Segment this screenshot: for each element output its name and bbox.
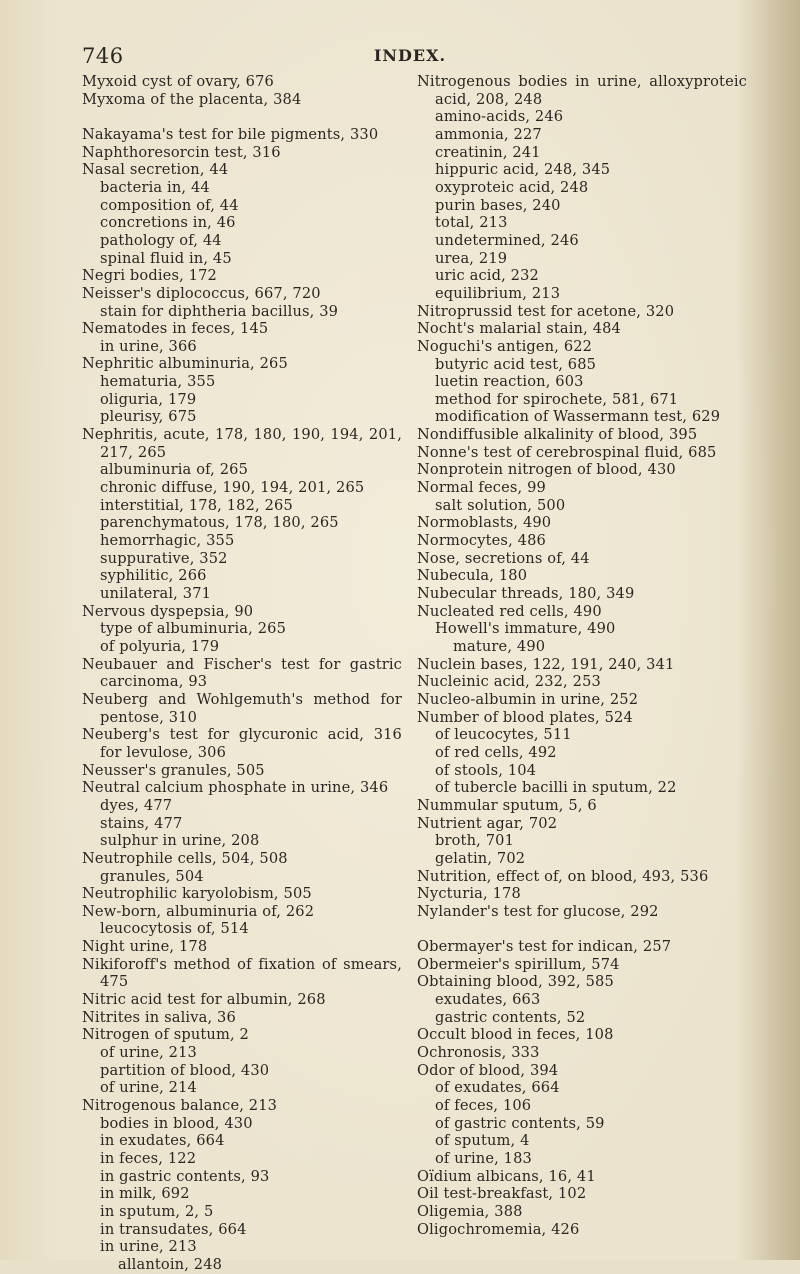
index-subentry: of red cells, 492 bbox=[435, 743, 557, 761]
index-entry: Normal feces, 99 bbox=[417, 479, 546, 497]
index-subentry: pathology of, 44 bbox=[100, 231, 222, 249]
index-subentry: hematuria, 355 bbox=[100, 373, 216, 391]
running-title: INDEX. bbox=[373, 46, 447, 65]
index-subentry: partition of blood, 430 bbox=[100, 1061, 270, 1079]
index-subentry: of gastric contents, 59 bbox=[435, 1114, 605, 1132]
index-subentry: amino-acids, 246 bbox=[435, 108, 564, 126]
index-entry: Night urine, 178 bbox=[82, 938, 208, 956]
index-subentry: in transudates, 664 bbox=[100, 1220, 247, 1238]
index-subentry: stains, 477 bbox=[100, 814, 183, 832]
index-entry: Odor of blood, 394 bbox=[417, 1061, 559, 1079]
index-subentry: gelatin, 702 bbox=[435, 849, 526, 867]
index-entry: Nocht's malarial stain, 484 bbox=[417, 320, 621, 338]
index-entry: Nephritic albuminuria, 265 bbox=[82, 355, 288, 373]
index-subentry: concretions in, 46 bbox=[100, 214, 236, 232]
index-entry: Nitrogenous balance, 213 bbox=[82, 1097, 278, 1115]
index-entry: Nutrient agar, 702 bbox=[417, 814, 558, 832]
index-entry: Neutral calcium phosphate in urine, 346 bbox=[82, 779, 389, 797]
index-column-right bbox=[417, 73, 747, 1238]
index-entry: Nucleinic acid, 232, 253 bbox=[417, 673, 601, 691]
index-subentry: of tubercle bacilli in sputum, 22 bbox=[435, 779, 677, 797]
index-entry: Oïdium albicans, 16, 41 bbox=[417, 1167, 596, 1185]
index-subentry: undetermined, 246 bbox=[435, 231, 579, 249]
index-entry: Naphthoresorcin test, 316 bbox=[82, 143, 281, 161]
index-entry: Obermeier's spirillum, 574 bbox=[417, 955, 620, 973]
index-entry: Nonprotein nitrogen of blood, 430 bbox=[417, 461, 676, 479]
index-subentry: unilateral, 371 bbox=[100, 585, 212, 603]
index-entry: Neuberg's test for glycuronic acid, 316 for levulose, 306 bbox=[82, 726, 402, 761]
index-entry: Neutrophile cells, 504, 508 bbox=[82, 849, 288, 867]
index-subentry: in exudates, 664 bbox=[100, 1132, 225, 1150]
index-subentry: dyes, 477 bbox=[100, 796, 173, 814]
index-subentry: in urine, 213 bbox=[100, 1238, 197, 1256]
index-subentry: of urine, 214 bbox=[100, 1079, 197, 1097]
index-subentry: pleurisy, 675 bbox=[100, 408, 197, 426]
index-entry: Nucleo-albumin in urine, 252 bbox=[417, 690, 639, 708]
index-subentry: equilibrium, 213 bbox=[435, 284, 561, 302]
index-entry: Number of blood plates, 524 bbox=[417, 708, 633, 726]
index-entry: Normoblasts, 490 bbox=[417, 514, 552, 532]
index-subentry: of stools, 104 bbox=[435, 761, 537, 779]
index-subentry: creatinin, 241 bbox=[435, 143, 541, 161]
index-subentry: of polyuria, 179 bbox=[100, 637, 220, 655]
index-subentry: in sputum, 2, 5 bbox=[100, 1202, 214, 1220]
index-subentry: salt solution, 500 bbox=[435, 496, 566, 514]
index-entry: Nylander's test for glucose, 292 bbox=[417, 902, 659, 920]
index-subentry: bodies in blood, 430 bbox=[100, 1114, 253, 1132]
index-entry: Oligochromemia, 426 bbox=[417, 1220, 580, 1238]
index-entry: Nubecular threads, 180, 349 bbox=[417, 585, 635, 603]
page-number: 746 bbox=[82, 44, 124, 68]
index-entry: Ochronosis, 333 bbox=[417, 1044, 540, 1062]
index-subentry: butyric acid test, 685 bbox=[435, 355, 597, 373]
index-subentry: chronic diffuse, 190, 194, 201, 265 bbox=[100, 479, 365, 497]
index-entry: Occult blood in feces, 108 bbox=[417, 1026, 614, 1044]
index-subentry: interstitial, 178, 182, 265 bbox=[100, 496, 293, 514]
index-entry: Nikiforoff's method of fixation of smears, 475 bbox=[82, 955, 402, 991]
index-subentry: method for spirochete, 581, 671 bbox=[435, 390, 679, 408]
index-subentry: uric acid, 232 bbox=[435, 267, 539, 285]
index-subentry: broth, 701 bbox=[435, 832, 515, 850]
index-subentry: albuminuria of, 265 bbox=[100, 461, 249, 479]
index-subentry: type of albuminuria, 265 bbox=[100, 620, 287, 638]
index-subentry: suppurative, 352 bbox=[100, 549, 228, 567]
index-subentry: in urine, 366 bbox=[100, 337, 197, 355]
index-subentry: purin bases, 240 bbox=[435, 196, 561, 214]
index-entry: Myxoid cyst of ovary, 676 bbox=[82, 73, 274, 90]
index-entry: Negri bodies, 172 bbox=[82, 267, 217, 285]
index-subentry: spinal fluid in, 45 bbox=[100, 249, 232, 267]
index-entry: Neutrophilic karyolobism, 505 bbox=[82, 885, 312, 903]
index-entry: Nervous dyspepsia, 90 bbox=[82, 602, 254, 620]
index-entry: Myxoma of the placenta, 384 bbox=[82, 90, 302, 108]
index-entry: Nuclein bases, 122, 191, 240, 341 bbox=[417, 655, 675, 673]
index-subentry: oxyproteic acid, 248 bbox=[435, 178, 589, 196]
index-entry: Oligemia, 388 bbox=[417, 1202, 523, 1220]
index-column-left bbox=[82, 73, 402, 1274]
index-subentry: total, 213 bbox=[435, 214, 508, 232]
index-entry: Nitrogenous bodies in urine, alloxyproteic acid, 208, 248 bbox=[417, 73, 747, 108]
index-entry: Nucleated red cells, 490 bbox=[417, 602, 602, 620]
index-subentry: hemorrhagic, 355 bbox=[100, 532, 235, 550]
index-entry: Nonne's test of cerebrospinal fluid, 685 bbox=[417, 443, 717, 461]
index-subentry: of urine, 213 bbox=[100, 1044, 197, 1062]
index-entry: Nitrites in saliva, 36 bbox=[82, 1008, 236, 1026]
index-entry: Nitric acid test for albumin, 268 bbox=[82, 991, 326, 1009]
index-subentry: composition of, 44 bbox=[100, 196, 239, 214]
index-subentry: oliguria, 179 bbox=[100, 390, 197, 408]
index-entry: Nitroprussid test for acetone, 320 bbox=[417, 302, 675, 320]
index-subentry: in feces, 122 bbox=[100, 1150, 197, 1168]
index-subentry: syphilitic, 266 bbox=[100, 567, 207, 585]
index-subentry: urea, 219 bbox=[435, 249, 508, 267]
page-header bbox=[80, 44, 740, 72]
index-entry: Normocytes, 486 bbox=[417, 532, 546, 550]
index-entry: Nubecula, 180 bbox=[417, 567, 528, 585]
index-entry: Neuberg and Wohlgemuth's method for pentose, 310 bbox=[82, 690, 402, 726]
index-subentry: sulphur in urine, 208 bbox=[100, 832, 260, 850]
index-subentry: of exudates, 664 bbox=[435, 1079, 560, 1097]
index-entry: Neisser's diplococcus, 667, 720 bbox=[82, 284, 321, 302]
index-subentry: modification of Wassermann test, 629 bbox=[435, 408, 721, 426]
index-subentry: mature, 490 bbox=[453, 638, 546, 655]
index-entry: Nakayama's test for bile pigments, 330 bbox=[82, 125, 379, 143]
index-subentry: ammonia, 227 bbox=[435, 125, 542, 143]
index-entry: New-born, albuminuria of, 262 bbox=[82, 902, 315, 920]
index-subentry: hippuric acid, 248, 345 bbox=[435, 161, 611, 179]
index-subentry: in milk, 692 bbox=[100, 1185, 190, 1203]
index-entry: Noguchi's antigen, 622 bbox=[417, 337, 593, 355]
index-subentry: allantoin, 248 bbox=[118, 1255, 223, 1273]
index-subentry: of urine, 183 bbox=[435, 1150, 532, 1168]
index-subentry: Howell's immature, 490 bbox=[435, 620, 616, 638]
index-subentry: gastric contents, 52 bbox=[435, 1008, 586, 1026]
index-subentry: bacteria in, 44 bbox=[100, 178, 210, 196]
index-entry: Oil test-breakfast, 102 bbox=[417, 1185, 587, 1203]
index-entry: Neubauer and Fischer's test for gastric carcinoma, 93 bbox=[82, 655, 402, 691]
index-subentry: of feces, 106 bbox=[435, 1097, 532, 1115]
index-subentry: exudates, 663 bbox=[435, 991, 541, 1009]
index-subentry: granules, 504 bbox=[100, 867, 204, 885]
index-entry: Nitrogen of sputum, 2 bbox=[82, 1026, 249, 1044]
index-entry: Nasal secretion, 44 bbox=[82, 161, 229, 179]
index-entry: Nycturia, 178 bbox=[417, 885, 521, 903]
index-subentry: leucocytosis of, 514 bbox=[100, 920, 249, 938]
index-subentry: in gastric contents, 93 bbox=[100, 1167, 270, 1185]
index-entry: Nephritis, acute, 178, 180, 190, 194, 201, 217, 265 bbox=[82, 426, 402, 461]
index-subentry: stain for diphtheria bacillus, 39 bbox=[100, 302, 339, 320]
index-entry: Nematodes in feces, 145 bbox=[82, 320, 269, 338]
index-entry: Nummular sputum, 5, 6 bbox=[417, 796, 597, 814]
index-entry: Obtaining blood, 392, 585 bbox=[417, 973, 614, 991]
index-entry: Obermayer's test for indican, 257 bbox=[417, 938, 672, 956]
index-entry: Neusser's granules, 505 bbox=[82, 761, 265, 779]
index-entry: Nose, secretions of, 44 bbox=[417, 549, 590, 567]
index-entry: Nutrition, effect of, on blood, 493, 536 bbox=[417, 867, 709, 885]
index-subentry: of sputum, 4 bbox=[435, 1132, 530, 1150]
index-subentry: luetin reaction, 603 bbox=[435, 373, 584, 391]
index-subentry: of leucocytes, 511 bbox=[435, 726, 572, 744]
index-subentry: parenchymatous, 178, 180, 265 bbox=[100, 514, 339, 532]
index-entry: Nondiffusible alkalinity of blood, 395 bbox=[417, 426, 698, 444]
